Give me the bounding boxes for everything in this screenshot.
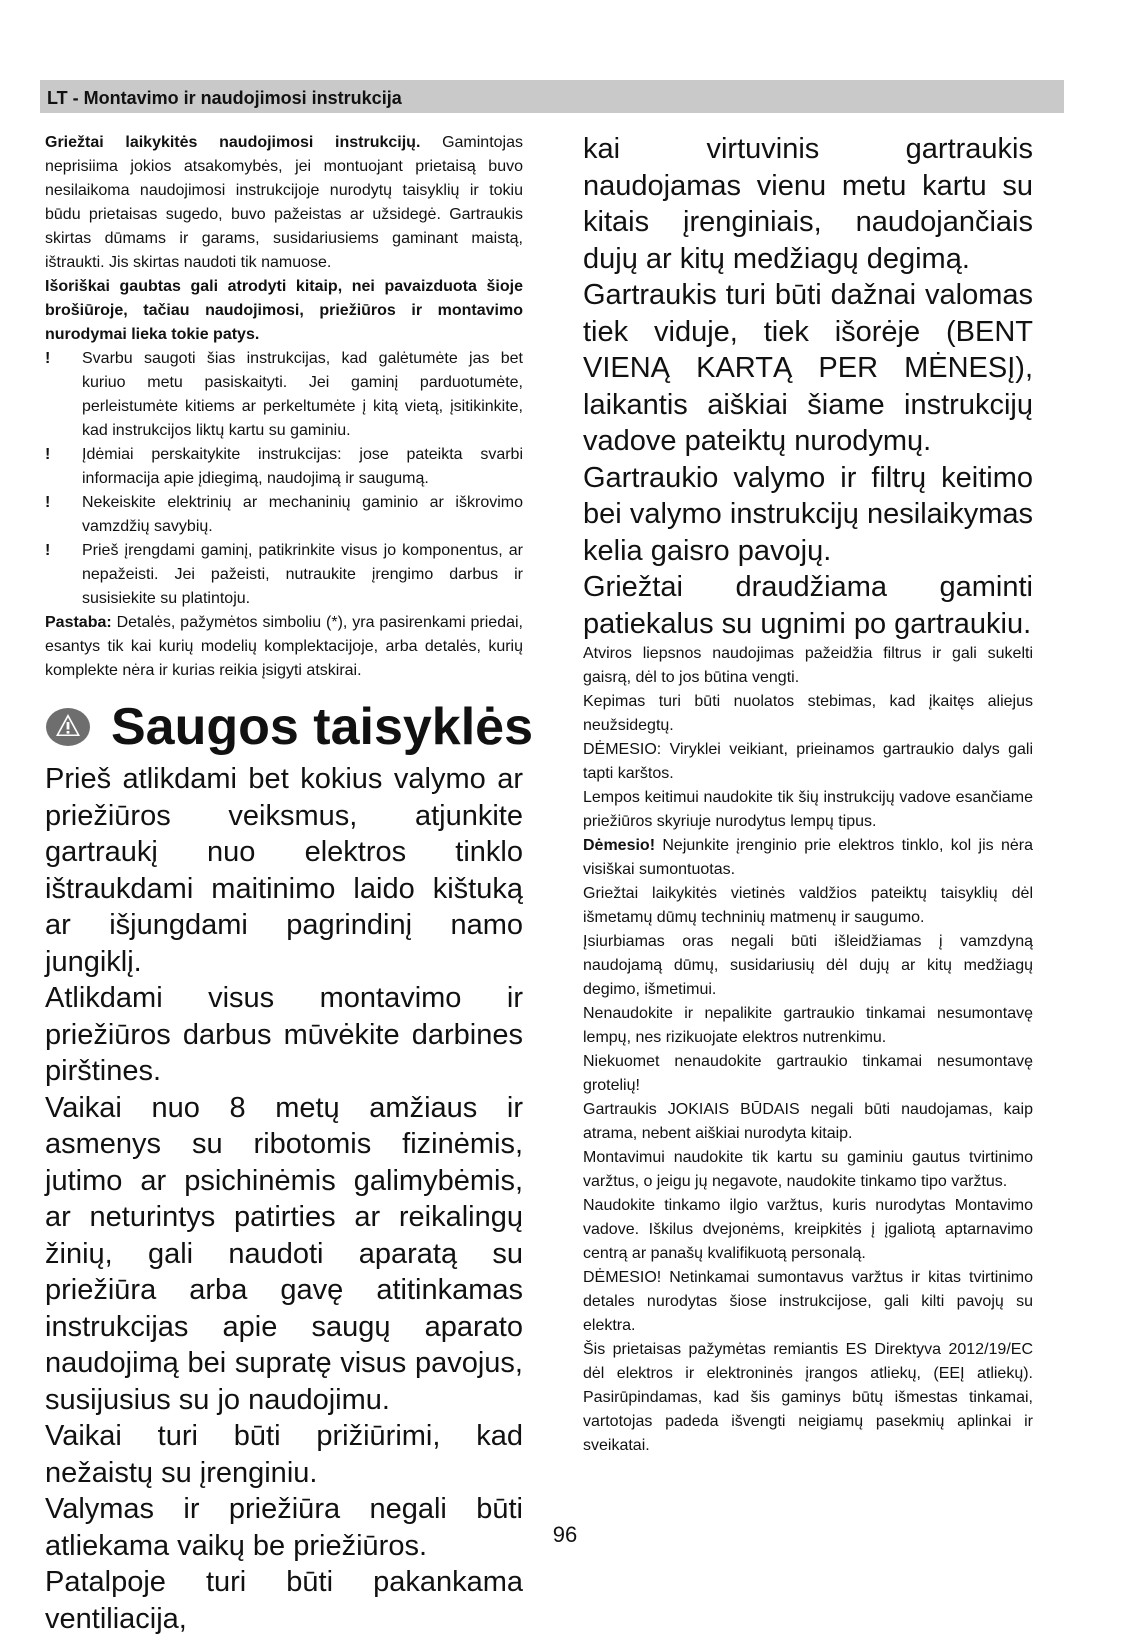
section-heading bbox=[45, 697, 533, 757]
intro-rest: Gamintojas neprisiima jokios atsakomybės, jei montuojant prietaisą buvo nesilaikoma naudojimosi instrukcijoje nurodytų taisyklių ir tokiu būdu prietaisas sugedo, buvo pažeistas ar užsidegė. Gartraukis skirtas dūmams ir garams, susidariusiems gaminant maistą, ištraukti. Jis skirtas naudoti tik namuose. bbox=[45, 134, 523, 271]
header-title: LT - Montavimo ir naudojimosi instrukcija bbox=[47, 88, 402, 108]
safety-paragraph: Gartraukis turi būti dažnai valomas tiek viduje, tiek išorėje (BENT VIENĄ KARTĄ PER MĖNESĮ), laikantis aiškiai šiame instrukcijų vadove pateiktų nurodymų. bbox=[583, 279, 1033, 457]
bullet-item bbox=[45, 347, 523, 443]
intro-paragraph bbox=[45, 131, 523, 275]
safety-paragraph: Vaikai nuo 8 metų amžiaus ir asmenys su ribotomis fizinėmis, jutimo ar psichinėmis galimybėmis, ar neturintys patirties ar reikalingų žinių, gali naudoti aparatą su priežiūra arba gavę atitinkamas instrukcijas apie saugų aparato naudojimą bei supratę visus pavojus, susijusius su jo naudojimu. bbox=[45, 1091, 523, 1416]
rule-paragraph: Atviros liepsnos naudojimas pažeidžia filtrus ir gali sukelti gaisrą, dėl to jos būtina vengti. bbox=[583, 645, 1033, 686]
bullet-mark: ! bbox=[45, 494, 51, 511]
safety-paragraph: Atlikdami visus montavimo ir priežiūros darbus mūvėkite darbines pirštines. bbox=[45, 982, 523, 1087]
bullet-item bbox=[45, 443, 523, 491]
note-text: Detalės, pažymėtos simboliu (*), yra pasirenkami priedai, esantys tik kai kurių modelių komplektacijoje, arba detalės, kurių komplekte nėra ir kurias reikia įsigyti atskirai. bbox=[45, 614, 523, 679]
rule-paragraph: Nenaudokite ir nepalikite gartraukio tinkamai nesumontavę lempų, nes rizikuojate elektros nutrenkimu. bbox=[583, 1005, 1033, 1046]
right-column bbox=[583, 131, 1033, 1458]
bullet-text: Prieš įrengdami gaminį, patikrinkite visus jo komponentus, ar nepažeisti. Jei pažeisti, nutraukite įrengimo darbus ir susisiekite su platintoju. bbox=[82, 542, 523, 607]
safety-paragraph: kai virtuvinis gartraukis naudojamas vienu metu kartu su kitais įrenginiais, naudojančiais dujų ar kitų medžiagų degimą. bbox=[583, 133, 1033, 275]
bullet-mark: ! bbox=[45, 542, 51, 559]
bold-note-text: Išoriškai gaubtas gali atrodyti kitaip, nei pavaizduota šioje brošiūroje, tačiau naudojimosi, priežiūros ir montavimo nurodymai lieka tokie patys. bbox=[45, 278, 523, 343]
rule-paragraph: DĖMESIO! Netinkamai sumontavus varžtus ir kitas tvirtinimo detales nurodytas šiose instrukcijose, gali kilti pavojų su elektra. bbox=[583, 1269, 1033, 1334]
safety-paragraph: Vaikai turi būti prižiūrimi, kad nežaistų su įrenginiu. bbox=[45, 1420, 523, 1489]
rule-paragraph: DĖMESIO: Viryklei veikiant, prieinamos gartraukio dalys gali tapti karštos. bbox=[583, 741, 1033, 782]
attention-bold: Dėmesio! bbox=[583, 837, 656, 854]
attention-text: Nejunkite įrenginio prie elektros tinklo, kol jis nėra visiškai sumontuotas. bbox=[583, 837, 1033, 878]
intro-bold: Griežtai laikykitės naudojimosi instrukcijų. bbox=[45, 134, 421, 151]
rule-paragraph: Kepimas turi būti nuolatos stebimas, kad įkaitęs aliejus neužsidegtų. bbox=[583, 693, 1033, 734]
rule-paragraph: Naudokite tinkamo ilgio varžtus, kuris nurodytas Montavimo vadove. Iškilus dvejonėms, kreipkitės į įgaliotą aptarnavimo centrą ar panašų kvalifikuotą personalą. bbox=[583, 1197, 1033, 1262]
warning-triangle-icon bbox=[45, 704, 91, 750]
bullet-mark: ! bbox=[45, 350, 51, 367]
rule-paragraph: Šis prietaisas pažymėtas remiantis ES Direktyva 2012/19/EC dėl elektros ir elektroninės įrangos atliekų, (EEĮ atliekų). Pasirūpindamas, kad šis gaminys būtų išmestas tinkamai, vartotojas padeda išvengti neigiamų pasekmių aplinkai ir sveikatai. bbox=[583, 1341, 1033, 1454]
rule-paragraph: Įsiurbiamas oras negali būti išleidžiamas į vamzdyną naudojamą dūmų, susidariusių dėl dujų ar kitų medžiagų degimo, išmetimui. bbox=[583, 933, 1033, 998]
rule-paragraph: Griežtai laikykitės vietinės valdžios pateiktų taisyklių dėl išmetamų dūmų techninių matmenų ir saugumo. bbox=[583, 885, 1033, 926]
bold-note bbox=[45, 275, 523, 347]
note-label: Pastaba: bbox=[45, 614, 112, 631]
bullet-text: Nekeiskite elektrinių ar mechaninių gaminio ar iškrovimo vamzdžių savybių. bbox=[82, 494, 523, 535]
attention-paragraph bbox=[583, 834, 1033, 882]
bullet-text: Svarbu saugoti šias instrukcijas, kad galėtumėte jas bet kuriuo metu pasiskaityti. Jei gaminį parduotumėte, perleistumėte kitiems ar perkeltumėte į kitą vietą, įsitikinkite, kad instrukcijos liktų kartu su gaminiu. bbox=[82, 350, 523, 439]
safety-paragraph: Griežtai draudžiama gaminti patiekalus su ugnimi po gartraukiu. bbox=[583, 571, 1033, 640]
page-number: 96 bbox=[552, 1522, 578, 1547]
section-title: Saugos taisyklės bbox=[111, 698, 533, 756]
safety-paragraph: Valymas ir priežiūra negali būti atliekama vaikų be priežiūros. bbox=[45, 1493, 523, 1562]
note-paragraph bbox=[45, 611, 523, 683]
safety-paragraph: Prieš atlikdami bet kokius valymo ar priežiūros veiksmus, atjunkite gartraukį nuo elektros tinklo ištraukdami maitinimo laido kištuką ar išjungdami pagrindinį namo jungiklį. bbox=[45, 763, 523, 978]
safety-paragraph: Patalpoje turi būti pakankama ventiliacija, bbox=[45, 1566, 523, 1635]
rule-paragraph: Niekuomet nenaudokite gartraukio tinkamai nesumontavę grotelių! bbox=[583, 1053, 1033, 1094]
header-bar bbox=[40, 80, 1064, 113]
bullet-item bbox=[45, 491, 523, 539]
bullet-text: Įdėmiai perskaitykite instrukcijas: jose pateikta svarbi informacija apie įdiegimą, naudojimą ir saugumą. bbox=[82, 446, 523, 487]
rule-paragraph: Lempos keitimui naudokite tik šių instrukcijų vadove esančiame priežiūros skyriuje nurodytus lempų tipus. bbox=[583, 789, 1033, 830]
safety-paragraph: Gartraukio valymo ir filtrų keitimo bei valymo instrukcijų nesilaikymas kelia gaisro pavojų. bbox=[583, 461, 1033, 567]
rule-paragraph: Montavimui naudokite tik kartu su gaminiu gautus tvirtinimo varžtus, o jeigu jų negavote, naudokite tinkamo tipo varžtus. bbox=[583, 1149, 1033, 1190]
bullet-mark: ! bbox=[45, 446, 51, 463]
left-column bbox=[45, 131, 533, 1637]
rule-paragraph: Gartraukis JOKIAIS BŪDAIS negali būti naudojamas, kaip atrama, nebent aiškiai nurodyta kitaip. bbox=[583, 1101, 1033, 1142]
bullet-item bbox=[45, 539, 523, 611]
